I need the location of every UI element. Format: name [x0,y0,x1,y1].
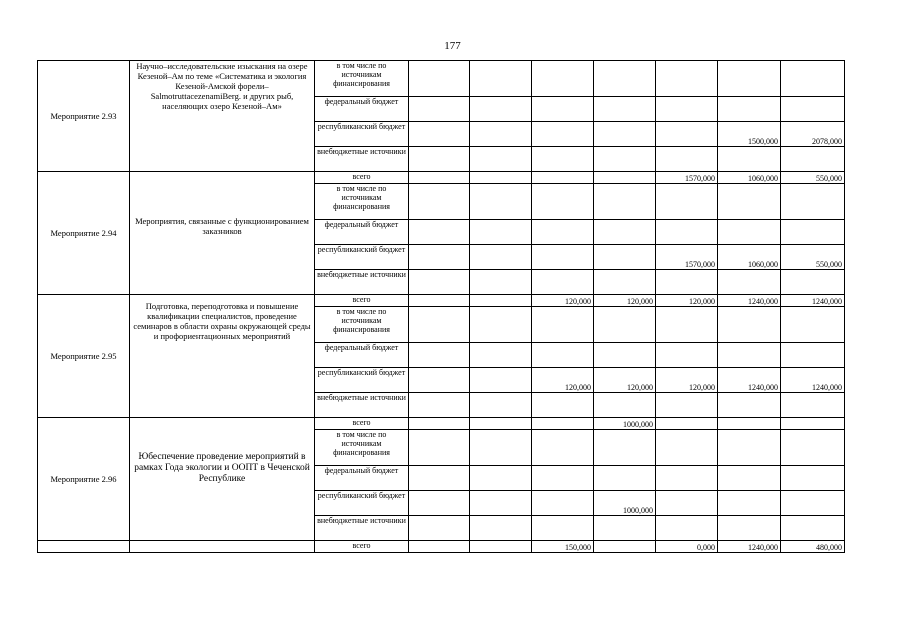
amount-cell [470,61,532,97]
funding-source-cell: республиканский бюджет [315,491,409,516]
table-row [38,61,845,97]
amount-cell [594,61,656,97]
amount-cell [656,491,718,516]
amount-cell [656,147,718,172]
funding-source-cell: в том числе по источникам финансирования [315,184,409,220]
amount-cell [470,516,532,541]
amount-cell [594,184,656,220]
amount-cell [532,245,594,270]
amount-cell [409,97,470,122]
amount-cell: 1000,000 [594,491,656,516]
amount-cell [594,466,656,491]
amount-cell [594,97,656,122]
amount-cell [594,172,656,184]
event-description-cell: Подготовка, переподготовка и повышение квалификации специалистов, проведение семинаров в области охраны окружающей среды и профориентационных мероприятий [130,295,315,418]
amount-cell [781,343,845,368]
amount-cell [781,430,845,466]
amount-cell: 120,000 [532,368,594,393]
amount-cell: 1060,000 [718,245,781,270]
amount-cell: 1240,000 [718,541,781,553]
amount-cell [656,516,718,541]
amount-cell [470,393,532,418]
amount-cell [718,393,781,418]
amount-cell [718,418,781,430]
amount-cell [718,466,781,491]
amount-cell [409,430,470,466]
amount-cell [781,147,845,172]
amount-cell: 150,000 [532,541,594,553]
amount-cell: 1240,000 [781,368,845,393]
amount-cell [594,430,656,466]
amount-cell [532,172,594,184]
amount-cell: 550,000 [781,172,845,184]
amount-cell [532,184,594,220]
amount-cell [656,220,718,245]
funding-source-cell: федеральный бюджет [315,466,409,491]
amount-cell [532,307,594,343]
amount-cell [532,516,594,541]
funding-source-cell: федеральный бюджет [315,343,409,368]
amount-cell [718,184,781,220]
amount-cell [781,491,845,516]
amount-cell [656,184,718,220]
amount-cell [781,516,845,541]
funding-source-cell: всего [315,295,409,307]
amount-cell [656,270,718,295]
amount-cell [409,184,470,220]
funding-source-cell: внебюджетные источники [315,147,409,172]
amount-cell [594,541,656,553]
funding-source-cell: федеральный бюджет [315,97,409,122]
amount-cell: 120,000 [656,295,718,307]
amount-cell: 1240,000 [718,368,781,393]
amount-cell [656,307,718,343]
amount-cell [470,343,532,368]
event-description-cell: Мероприятия, связанные с функционированием заказников [130,172,315,295]
amount-cell [409,466,470,491]
amount-cell: 1000,000 [594,418,656,430]
amount-cell [409,491,470,516]
event-description-cell: Научно–исследовательские изыскания на озере Кезеной–Ам по теме «Систематика и экология Кезеной-Амской форели–SalmotruttacezenamiBerg. и других рыб, населяющих озеро Кезеной–Ам» [130,61,315,172]
page-number: 177 [444,40,461,52]
amount-cell [532,122,594,147]
amount-cell [409,245,470,270]
event-number-cell: Мероприятие 2.93 [38,61,130,172]
amount-cell [594,270,656,295]
amount-cell [718,270,781,295]
amount-cell [470,245,532,270]
amount-cell [470,184,532,220]
amount-cell [656,393,718,418]
funding-source-cell: в том числе по источникам финансирования [315,61,409,97]
table-row [38,295,845,307]
amount-cell [532,466,594,491]
amount-cell: 2078,000 [781,122,845,147]
amount-cell [532,418,594,430]
amount-cell [718,97,781,122]
amount-cell [532,491,594,516]
amount-cell: 1500,000 [718,122,781,147]
amount-cell [656,418,718,430]
total-row [38,541,845,553]
amount-cell [656,466,718,491]
amount-cell [409,295,470,307]
amount-cell [781,184,845,220]
amount-cell [470,418,532,430]
amount-cell [718,343,781,368]
amount-cell [594,307,656,343]
amount-cell [409,220,470,245]
amount-cell [409,147,470,172]
table-row [38,172,845,184]
amount-cell [781,97,845,122]
amount-cell: 480,000 [781,541,845,553]
amount-cell [656,343,718,368]
amount-cell [470,172,532,184]
funding-source-cell: всего [315,541,409,553]
amount-cell [594,516,656,541]
amount-cell [594,147,656,172]
amount-cell [532,220,594,245]
amount-cell [656,97,718,122]
amount-cell [781,466,845,491]
amount-cell [718,516,781,541]
amount-cell [781,61,845,97]
table-row [38,418,845,430]
event-number-cell: Мероприятие 2.94 [38,172,130,295]
amount-cell [781,307,845,343]
amount-cell [532,61,594,97]
amount-cell [718,491,781,516]
amount-cell: 120,000 [656,368,718,393]
funding-source-cell: внебюджетные источники [315,516,409,541]
amount-cell: 0,000 [656,541,718,553]
amount-cell [470,541,532,553]
amount-cell [718,220,781,245]
amount-cell [470,466,532,491]
amount-cell [470,220,532,245]
amount-cell [594,343,656,368]
amount-cell [409,122,470,147]
amount-cell [656,430,718,466]
budget-table [37,60,845,553]
amount-cell [470,147,532,172]
amount-cell: 550,000 [781,245,845,270]
amount-cell: 1570,000 [656,245,718,270]
amount-cell [532,343,594,368]
amount-cell [409,172,470,184]
amount-cell [594,220,656,245]
funding-source-cell: республиканский бюджет [315,245,409,270]
amount-cell [656,61,718,97]
empty-cell [38,541,130,553]
amount-cell [409,393,470,418]
funding-source-cell: республиканский бюджет [315,122,409,147]
amount-cell [781,393,845,418]
amount-cell [532,393,594,418]
amount-cell [781,220,845,245]
amount-cell [409,61,470,97]
amount-cell: 1240,000 [781,295,845,307]
funding-source-cell: республиканский бюджет [315,368,409,393]
amount-cell [532,270,594,295]
amount-cell [409,368,470,393]
empty-cell [130,541,315,553]
amount-cell [718,307,781,343]
funding-source-cell: всего [315,172,409,184]
funding-source-cell: в том числе по источникам финансирования [315,307,409,343]
amount-cell [532,97,594,122]
amount-cell [409,307,470,343]
amount-cell [409,418,470,430]
amount-cell [409,541,470,553]
funding-source-cell: внебюджетные источники [315,270,409,295]
amount-cell [532,430,594,466]
amount-cell [470,270,532,295]
funding-source-cell: федеральный бюджет [315,220,409,245]
amount-cell [470,122,532,147]
amount-cell: 120,000 [594,295,656,307]
amount-cell [470,491,532,516]
amount-cell [409,343,470,368]
amount-cell [594,122,656,147]
amount-cell: 120,000 [594,368,656,393]
funding-source-cell: внебюджетные источники [315,393,409,418]
amount-cell [594,393,656,418]
amount-cell [409,516,470,541]
amount-cell: 1570,000 [656,172,718,184]
funding-source-cell: в том числе по источникам финансирования [315,430,409,466]
amount-cell [594,245,656,270]
amount-cell: 1060,000 [718,172,781,184]
amount-cell [718,147,781,172]
amount-cell [781,270,845,295]
amount-cell [718,61,781,97]
amount-cell [409,270,470,295]
event-number-cell: Мероприятие 2.95 [38,295,130,418]
amount-cell [470,307,532,343]
amount-cell [532,147,594,172]
amount-cell [718,430,781,466]
event-description-cell: Юбеспечение проведение мероприятий в рамках Года экологии и ООПТ в Чеченской Республике [130,418,315,541]
amount-cell [470,430,532,466]
amount-cell [781,418,845,430]
amount-cell: 120,000 [532,295,594,307]
event-number-cell: Мероприятие 2.96 [38,418,130,541]
amount-cell [656,122,718,147]
amount-cell: 1240,000 [718,295,781,307]
amount-cell [470,368,532,393]
amount-cell [470,295,532,307]
amount-cell [470,97,532,122]
funding-source-cell: всего [315,418,409,430]
